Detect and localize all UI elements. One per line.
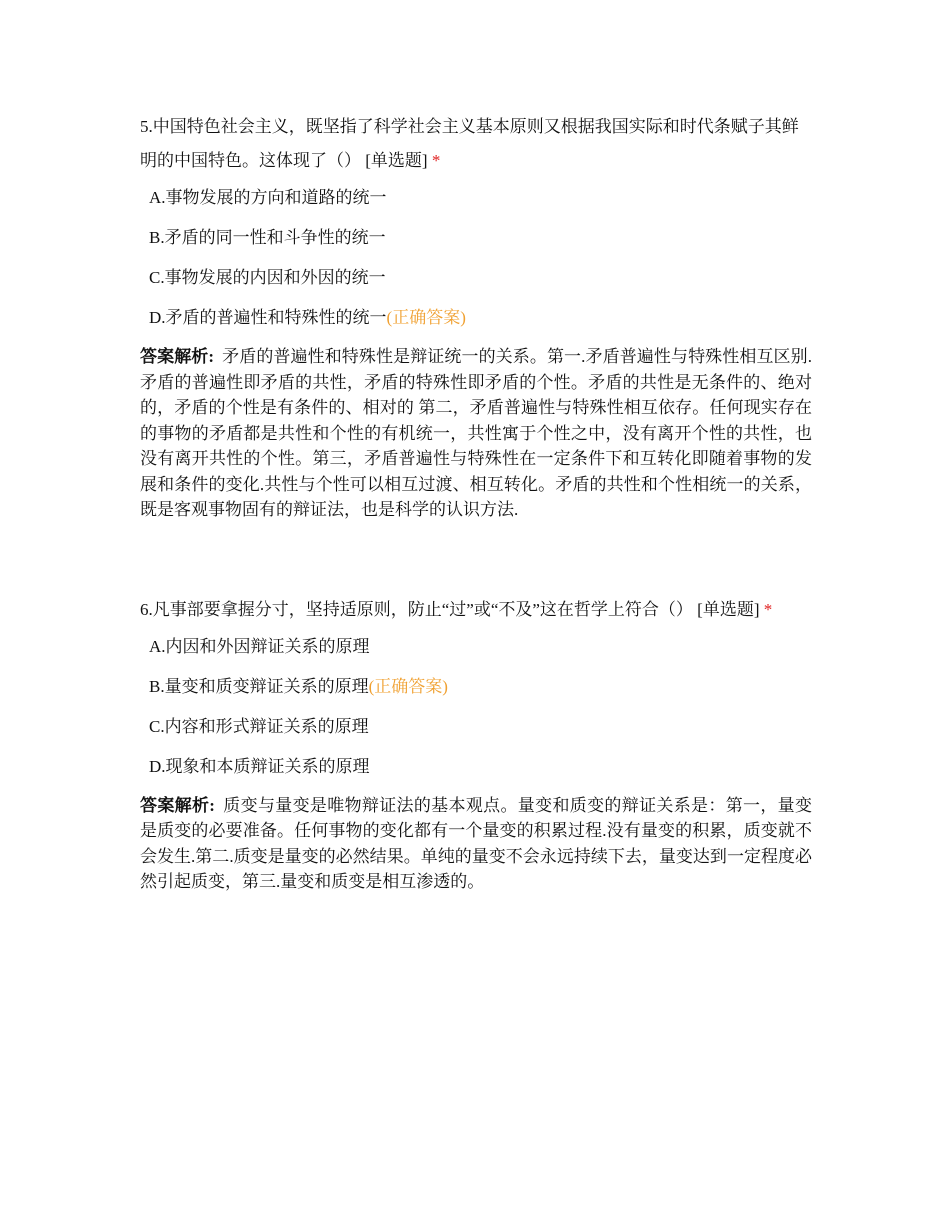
correct-answer-tag: (正确答案): [368, 676, 448, 696]
option-label: D.现象和本质辩证关系的原理: [149, 756, 370, 776]
option-label: D.矛盾的普遍性和特殊性的统一: [149, 308, 387, 327]
option-list: [140, 637, 812, 797]
option-b[interactable]: [140, 677, 812, 717]
question-title-text: 6.凡事部要拿握分寸，坚持适原则，防止“过”或“不及”这在哲学上符合（） [单选题]: [140, 599, 760, 619]
analysis-label: 答案解析:: [140, 795, 215, 815]
correct-answer-tag: (正确答案): [386, 308, 466, 327]
question-5: [140, 110, 812, 523]
option-label: C.内容和形式辩证关系的原理: [149, 716, 369, 736]
option-label: B.量变和质变辩证关系的原理: [149, 676, 369, 696]
question-title: [140, 110, 812, 178]
option-c[interactable]: [140, 268, 812, 308]
question-title: [140, 593, 812, 627]
option-label: C.事物发展的内因和外因的统一: [149, 268, 386, 287]
question-title-text: 5.中国特色社会主义，既坚指了科学社会主义基本原则又根据我国实际和时代条赋子其鲜明的中国特色。这体现了（） [单选题]: [140, 117, 799, 170]
required-mark: *: [763, 599, 773, 619]
option-d[interactable]: [140, 308, 812, 348]
analysis-label: 答案解析:: [140, 347, 215, 366]
answer-analysis: [140, 793, 812, 895]
option-c[interactable]: [140, 717, 812, 757]
option-b[interactable]: [140, 228, 812, 268]
option-d[interactable]: [140, 757, 812, 797]
answer-analysis: [140, 344, 812, 523]
option-a[interactable]: [140, 188, 812, 228]
required-mark: *: [431, 151, 441, 170]
option-label: A.事物发展的方向和道路的统一: [149, 188, 387, 207]
option-label: A.内因和外因辩证关系的原理: [149, 636, 370, 656]
analysis-text: 质变与量变是唯物辩证法的基本观点。量变和质变的辩证关系是：第一，量变是质变的必要准备。任何事物的变化都有一个量变的积累过程.没有量变的积累，质变就不会发生.第二.质变是量变的必然结果。单纯的量变不会永远持续下去，量变达到一定程度必然引起质变，第三.量变和质变是相互渗透的。: [140, 795, 812, 891]
survey-content: [140, 110, 812, 895]
option-list: [140, 188, 812, 348]
analysis-text: 矛盾的普遍性和特殊性是辩证统一的关系。第一.矛盾普遍性与特殊性相互区别.矛盾的普遍性即矛盾的共性，矛盾的特殊性即矛盾的个性。矛盾的共性是无条件的、绝对的，矛盾的个性是有条件的、相对的 第二，矛盾普遍性与特殊性相互依存。任何现实存在的事物的矛盾都是共性和个性的有机统一，共性寓于个性之中，没有离开个性的共性，也没有离开共性的个性。第三，矛盾普遍性与特殊性在一定条件下和互转化即随着事物的发展和条件的变化.共性与个性可以相互过渡、相互转化。矛盾的共性和个性相统一的关系，既是客观事物固有的辩证法，也是科学的认识方法.: [140, 347, 812, 519]
option-a[interactable]: [140, 637, 812, 677]
question-6: [140, 593, 812, 895]
option-label: B.矛盾的同一性和斗争性的统一: [149, 228, 386, 247]
